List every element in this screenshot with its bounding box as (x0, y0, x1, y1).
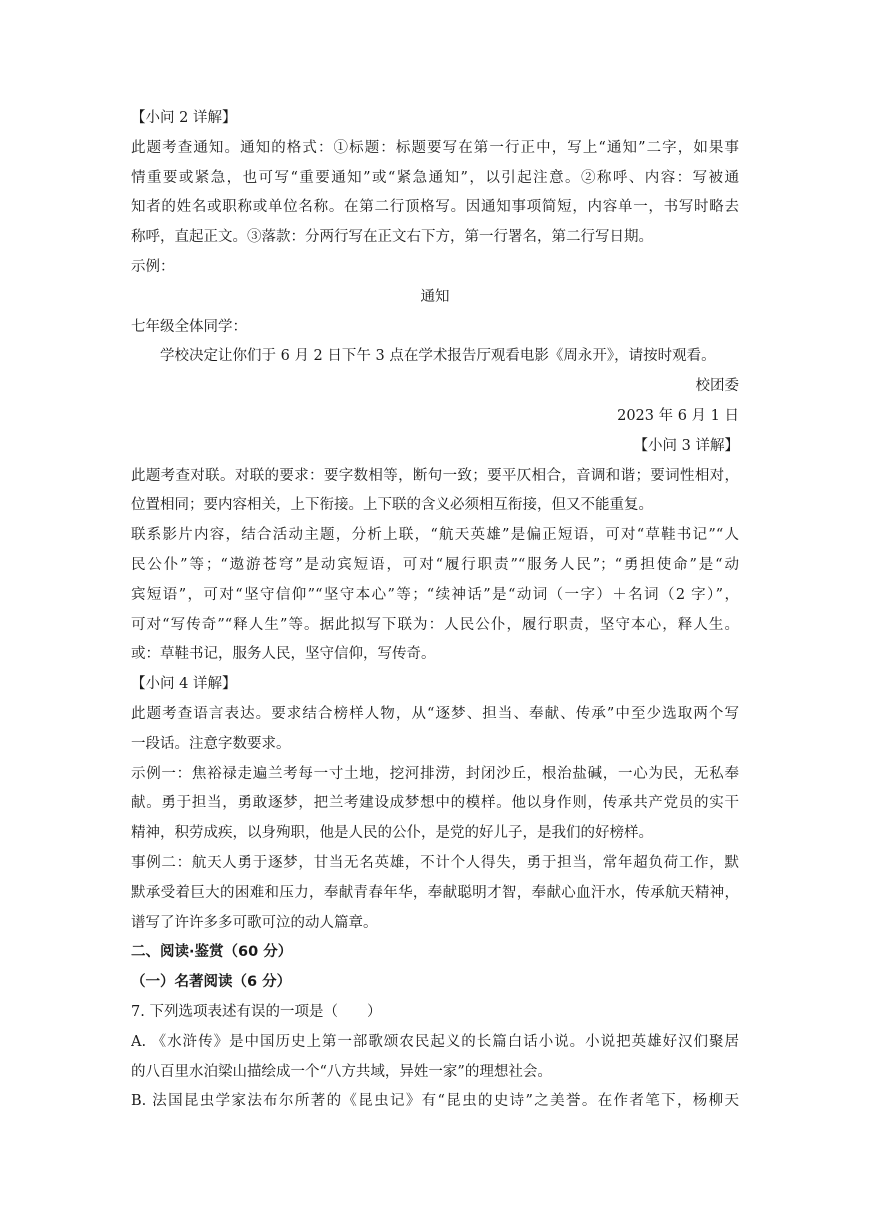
option-b-line: B. 法国昆虫学家法布尔所著的《昆虫记》有“昆虫的史诗”之美誉。在作者笔下，杨柳天 (131, 1093, 739, 1110)
option-a-line: A. 《水浒传》是中国历史上第一部歌颂农民起义的长篇白话小说。小说把英雄好汉们聚居 (131, 1033, 739, 1050)
q3-line: 民公仆”等；“遨游苍穹”是动宾短语，可对“履行职责”“服务人民”；“勇担使命”是“动 (131, 556, 739, 573)
q2-line: 情重要或紧急，也可写“重要通知”或“紧急通知”，以引起注意。②称呼、内容：写被通 (131, 169, 739, 186)
notice-signature: 校团委 (695, 378, 739, 395)
notice-title: 通知 (420, 288, 450, 305)
q2-line: 称呼，直起正文。③落款：分两行写在正文右下方，第一行署名，第二行写日期。 (131, 229, 653, 246)
section-title: 二、阅读·鉴赏（60 分） (131, 944, 293, 961)
q4-line: 献。勇于担当，勇敢逐梦，把兰考建设成梦想中的模样。他以身作则，传承共产党员的实干 (131, 795, 739, 812)
q3-line: 宾短语”，可对“坚守信仰”“坚守本心”等；“续神话”是“动词（一字）＋名词（2 字）”， (131, 586, 739, 603)
option-a-line: 的八百里水泊梁山描绘成一个“八方共域，异姓一家”的理想社会。 (131, 1063, 552, 1080)
document-page (131, 104, 739, 1117)
notice-date: 2023 年 6 月 1 日 (617, 407, 739, 424)
q3-line: 此题考查对联。对联的要求：要字数相等，断句一致；要平仄相合，音调和谐；要词性相对， (131, 467, 739, 484)
q4-line: 事例二：航天人勇于逐梦，甘当无名英雄，不计个人得失，勇于担当，常年超负荷工作，默 (131, 854, 739, 871)
question-stem: 7. 下列选项表述有误的一项是（ ） (131, 1003, 382, 1020)
q3-line: 联系影片内容，结合活动主题，分析上联，“航天英雄”是偏正短语，可对“草鞋书记”“人 (131, 527, 739, 544)
q3-line: 或：草鞋书记，服务人民，坚守信仰，写传奇。 (131, 646, 436, 663)
q4-line: 谱写了许许多多可歌可泣的动人篇章。 (131, 914, 378, 931)
q3-line: 可对“写传奇”“释人生”等。据此拟写下联为：人民公仆，履行职责，坚守本心，释人生。 (131, 616, 739, 633)
example-label: 示例： (131, 258, 175, 275)
q2-line: 此题考查通知。通知的格式：①标题：标题要写在第一行正中，写上“通知”二字，如果事 (131, 139, 739, 156)
q4-line: 精神，积劳成疾，以身殉职，他是人民的公仆，是党的好儿子，是我们的好榜样。 (131, 825, 653, 842)
q2-line: 知者的姓名或职称或单位名称。在第二行顶格写。因通知事项简短，内容单一，书写时略去 (131, 199, 739, 216)
q4-line: 示例一：焦裕禄走遍兰考每一寸土地，挖河排涝，封闭沙丘，根治盐碱，一心为民，无私奉 (131, 765, 739, 782)
section-subtitle: （一）名著阅读（6 分） (131, 974, 292, 991)
q4-line: 一段话。注意字数要求。 (131, 735, 291, 752)
q4-heading: 【小问 4 详解】 (131, 676, 237, 693)
notice-salutation: 七年级全体同学： (131, 318, 247, 335)
notice-body: 学校决定让你们于 6 月 2 日下午 3 点在学术报告厅观看电影《周永开》，请按时观看。 (160, 348, 716, 365)
q3-line: 位置相同；要内容相关，上下衔接。上下联的含义必须相互衔接，但又不能重复。 (131, 497, 653, 514)
q4-line: 默承受着巨大的困难和压力，奉献青春年华，奉献聪明才智，奉献心血汗水，传承航天精神， (131, 884, 739, 901)
q4-line: 此题考查语言表达。要求结合榜样人物，从“逐梦、担当、奉献、传承”中至少选取两个写 (131, 705, 739, 722)
q3-heading: 【小问 3 详解】 (633, 437, 739, 454)
q2-heading: 【小问 2 详解】 (131, 110, 237, 126)
